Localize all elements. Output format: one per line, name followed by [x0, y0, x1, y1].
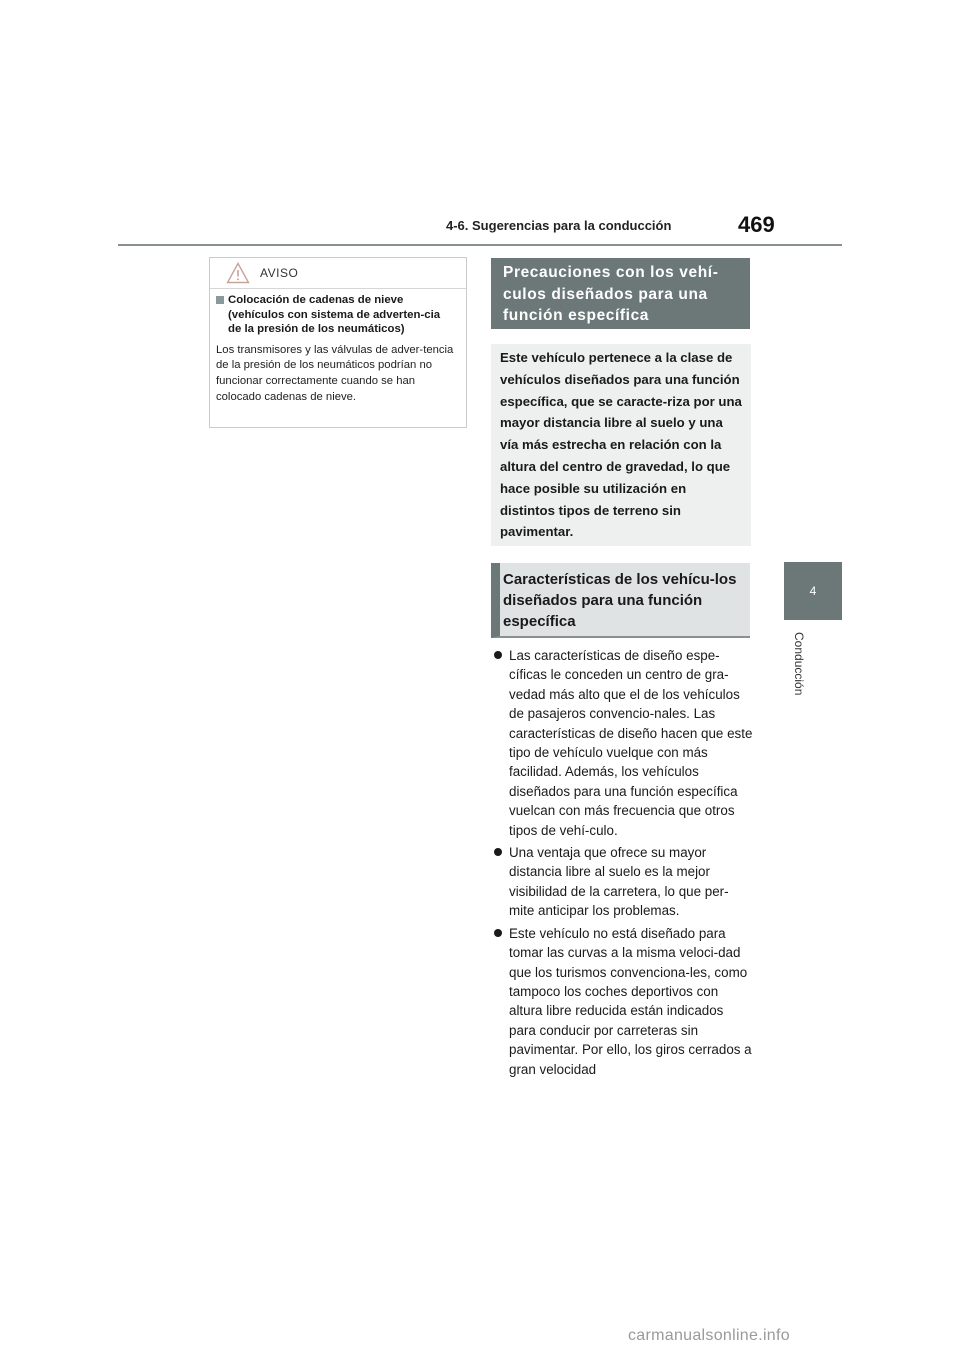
warning-triangle-icon	[226, 262, 250, 284]
bullet-dot-icon	[494, 651, 502, 659]
list-item	[491, 646, 753, 840]
bullet-list	[491, 646, 753, 1079]
list-item-text: Las características de diseño espe-cíficas le conceden un centro de gra-vedad más alto que el de los vehículos de pasajeros convencio-nales. Las características de diseño hacen que este tipo de vehículo vuelque con más facilidad. Además, los vehículos diseñados para una función específica vuelcan con más frecuencia que otros tipos de vehí-culo.	[509, 648, 753, 838]
warning-item-heading	[216, 293, 454, 337]
list-item	[491, 924, 753, 1079]
footer-watermark: carmanualsonline.info	[628, 1327, 790, 1344]
list-item-text: Una ventaja que ofrece su mayor distancia libre al suelo es la mejor visibilidad de la carretera, lo que per-mite anticipar los problemas.	[509, 845, 729, 919]
section-heading-precautions: Precauciones con los vehí-culos diseñados para una función específica	[491, 258, 750, 329]
page-number: 469	[738, 212, 775, 237]
list-item	[491, 843, 753, 921]
warning-title: AVISO	[260, 266, 299, 280]
list-item-text: Este vehículo no está diseñado para tomar las curvas a la misma veloci-dad que los turismos convenciona-les, como tampoco los coches deportivos con altura libre reducida están indicados para conducir por carreteras sin pavimentar. Por ello, los giros cerrados a gran velocidad	[509, 925, 752, 1077]
header-divider	[118, 244, 842, 246]
square-bullet-icon	[216, 296, 224, 304]
warning-header	[210, 258, 466, 289]
bullet-dot-icon	[494, 848, 502, 856]
section-heading-characteristics: Características de los vehícu-los diseñados para una función específica	[491, 563, 750, 638]
chapter-label: Conducción	[792, 632, 806, 696]
chapter-tab	[784, 562, 842, 620]
section-title: 4-6. Sugerencias para la conducción	[446, 218, 672, 233]
warning-box	[209, 257, 467, 428]
warning-item-heading-text: Colocación de cadenas de nieve (vehículos con sistema de adverten-cia de la presión de los neumáticos)	[228, 294, 441, 335]
intro-box: Este vehículo pertenece a la clase de vehículos diseñados para una función específica, que se caracte-riza por una mayor distancia libre al suelo y una vía más estrecha en relación con la altura del centro de gravedad, lo que hace posible su utilización en distintos tipos de terreno sin pavimentar.	[491, 344, 751, 546]
warning-item-body: Los transmisores y las válvulas de adver-tencia de la presión de los neumáticos podrían no funcionar correctamente cuando se han colocado cadenas de nieve.	[216, 343, 454, 403]
bullet-dot-icon	[494, 929, 502, 937]
chapter-number: 4	[809, 584, 817, 598]
